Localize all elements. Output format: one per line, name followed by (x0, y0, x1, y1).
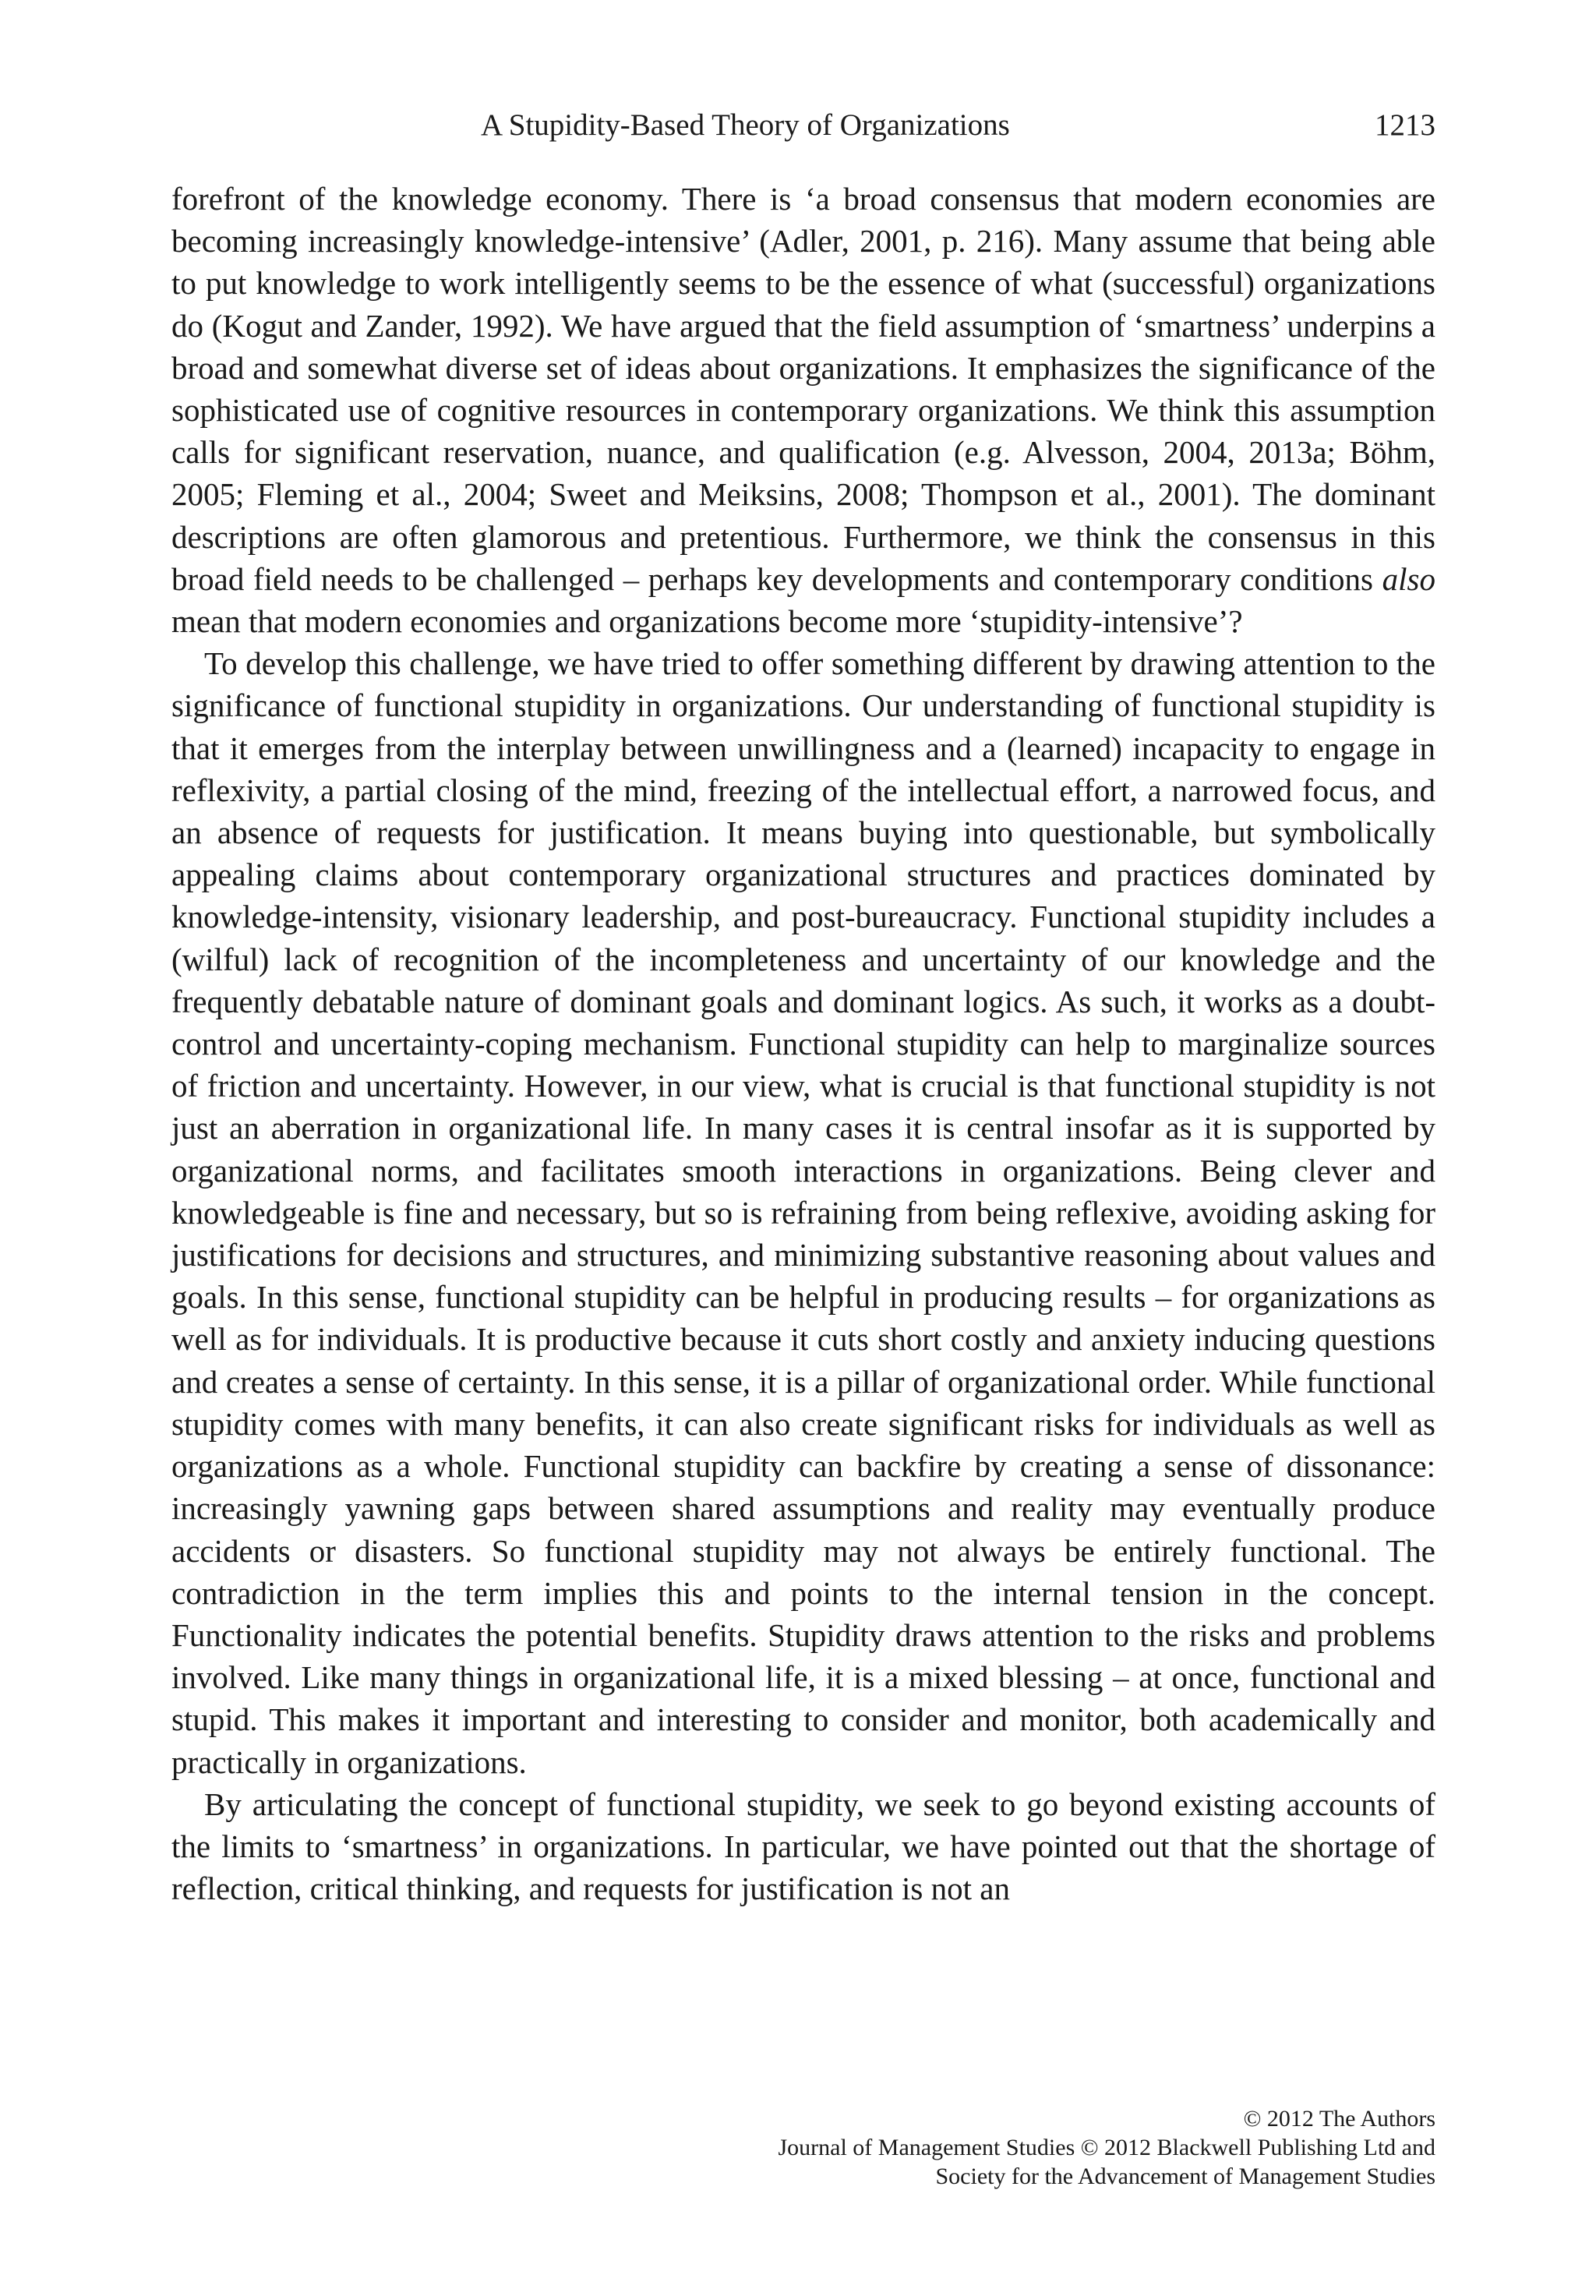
paragraph-1-part-b: mean that modern economies and organizations become more ‘stupidity-intensive’? (171, 603, 1243, 640)
copyright-line-1: © 2012 The Authors (1243, 2106, 1435, 2132)
paragraph-1 (171, 178, 1435, 642)
copyright-line-2: Journal of Management Studies © 2012 Blackwell Publishing Ltd and (778, 2135, 1435, 2160)
paragraph-3: By articulating the concept of functional stupidity, we seek to go beyond existing accounts of the limits to ‘smartness’ in organizations. In particular, we have pointed out that the shortage of reflection, critical thinking, and requests for justification is not an (171, 1786, 1435, 1907)
copyright-line-3: Society for the Advancement of Management Studies (935, 2164, 1435, 2189)
body-text (171, 178, 1435, 1909)
paragraph-1-part-a: forefront of the knowledge economy. There is ‘a broad consensus that modern economies are becoming increasingly knowledge-intensive’ (Adler, 2001, p. 216). Many assume that being able to put knowledge to work intelligently seems to be the essence of what (successful) organizations do (Kogut and Zander, 1992). We have argued that the field assumption of ‘smartness’ underpins a broad and somewhat diverse set of ideas about organizations. It emphasizes the significance of the sophisticated use of cognitive resources in contemporary organizations. We think this assumption calls for significant reservation, nuance, and qualification (e.g. Alvesson, 2004, 2013a; Böhm, 2005; Fleming et al., 2004; Sweet and Meiksins, 2008; Thompson et al., 2001). The dominant descriptions are often glamorous and pretentious. Furthermore, we think the consensus in this broad field needs to be challenged – perhaps key developments and contemporary conditions (171, 181, 1435, 597)
emphasis-also: also (1382, 560, 1435, 597)
running-title: A Stupidity-Based Theory of Organizations (481, 108, 1010, 142)
copyright-footer (778, 2104, 1435, 2191)
page-header (171, 108, 1435, 154)
paragraph-2: To develop this challenge, we have tried to offer something different by drawing attention to the significance of functional stupidity in organizations. Our understanding of functional stupidity is that it emerges from the interplay between unwillingness and a (learned) incapacity to engage in reflexivity, a partial closing of the mind, freezing of the intellectual effort, a narrowed focus, and an absence of requests for justification. It means buying into questionable, but symbolically appealing claims about contemporary organizational structures and practices dominated by knowledge-intensity, visionary leadership, and post-bureaucracy. Functional stupidity includes a (wilful) lack of recognition of the incompleteness and uncertainty of our knowledge and the frequently debatable nature of dominant goals and dominant logics. As such, it works as a doubt-control and uncertainty-coping mechanism. Functional stupidity can help to marginalize sources of friction and uncertainty. However, in our view, what is crucial is that functional stupidity is not just an aberration in organizational life. In many cases it is central insofar as it is supported by organizational norms, and facilitates smooth interactions in organizations. Being clever and knowledgeable is fine and necessary, but so is refraining from being reflexive, avoiding asking for justifications for decisions and structures, and minimizing substantive reasoning about values and goals. In this sense, functional stupidity can be helpful in producing results – for organizations as well as for individuals. It is productive because it cuts short costly and anxiety inducing questions and creates a sense of certainty. In this sense, it is a pillar of organizational order. While functional stupidity comes with many benefits, it can also create significant risks for individuals as well as organizations as a whole. Functional stupidity can backfire by creating a sense of dissonance: increasingly yawning gaps between shared assumptions and reality may eventually produce accidents or disasters. So functional stupidity may not always be entirely functional. The contradiction in the term implies this and points to the internal tension in the concept. Functionality indicates the potential benefits. Stupidity draws attention to the risks and problems involved. Like many things in organizational life, it is a mixed blessing – at once, functional and stupid. This makes it important and interesting to consider and monitor, both academically and practically in organizations. (171, 645, 1435, 1780)
page-number: 1213 (1375, 108, 1435, 142)
